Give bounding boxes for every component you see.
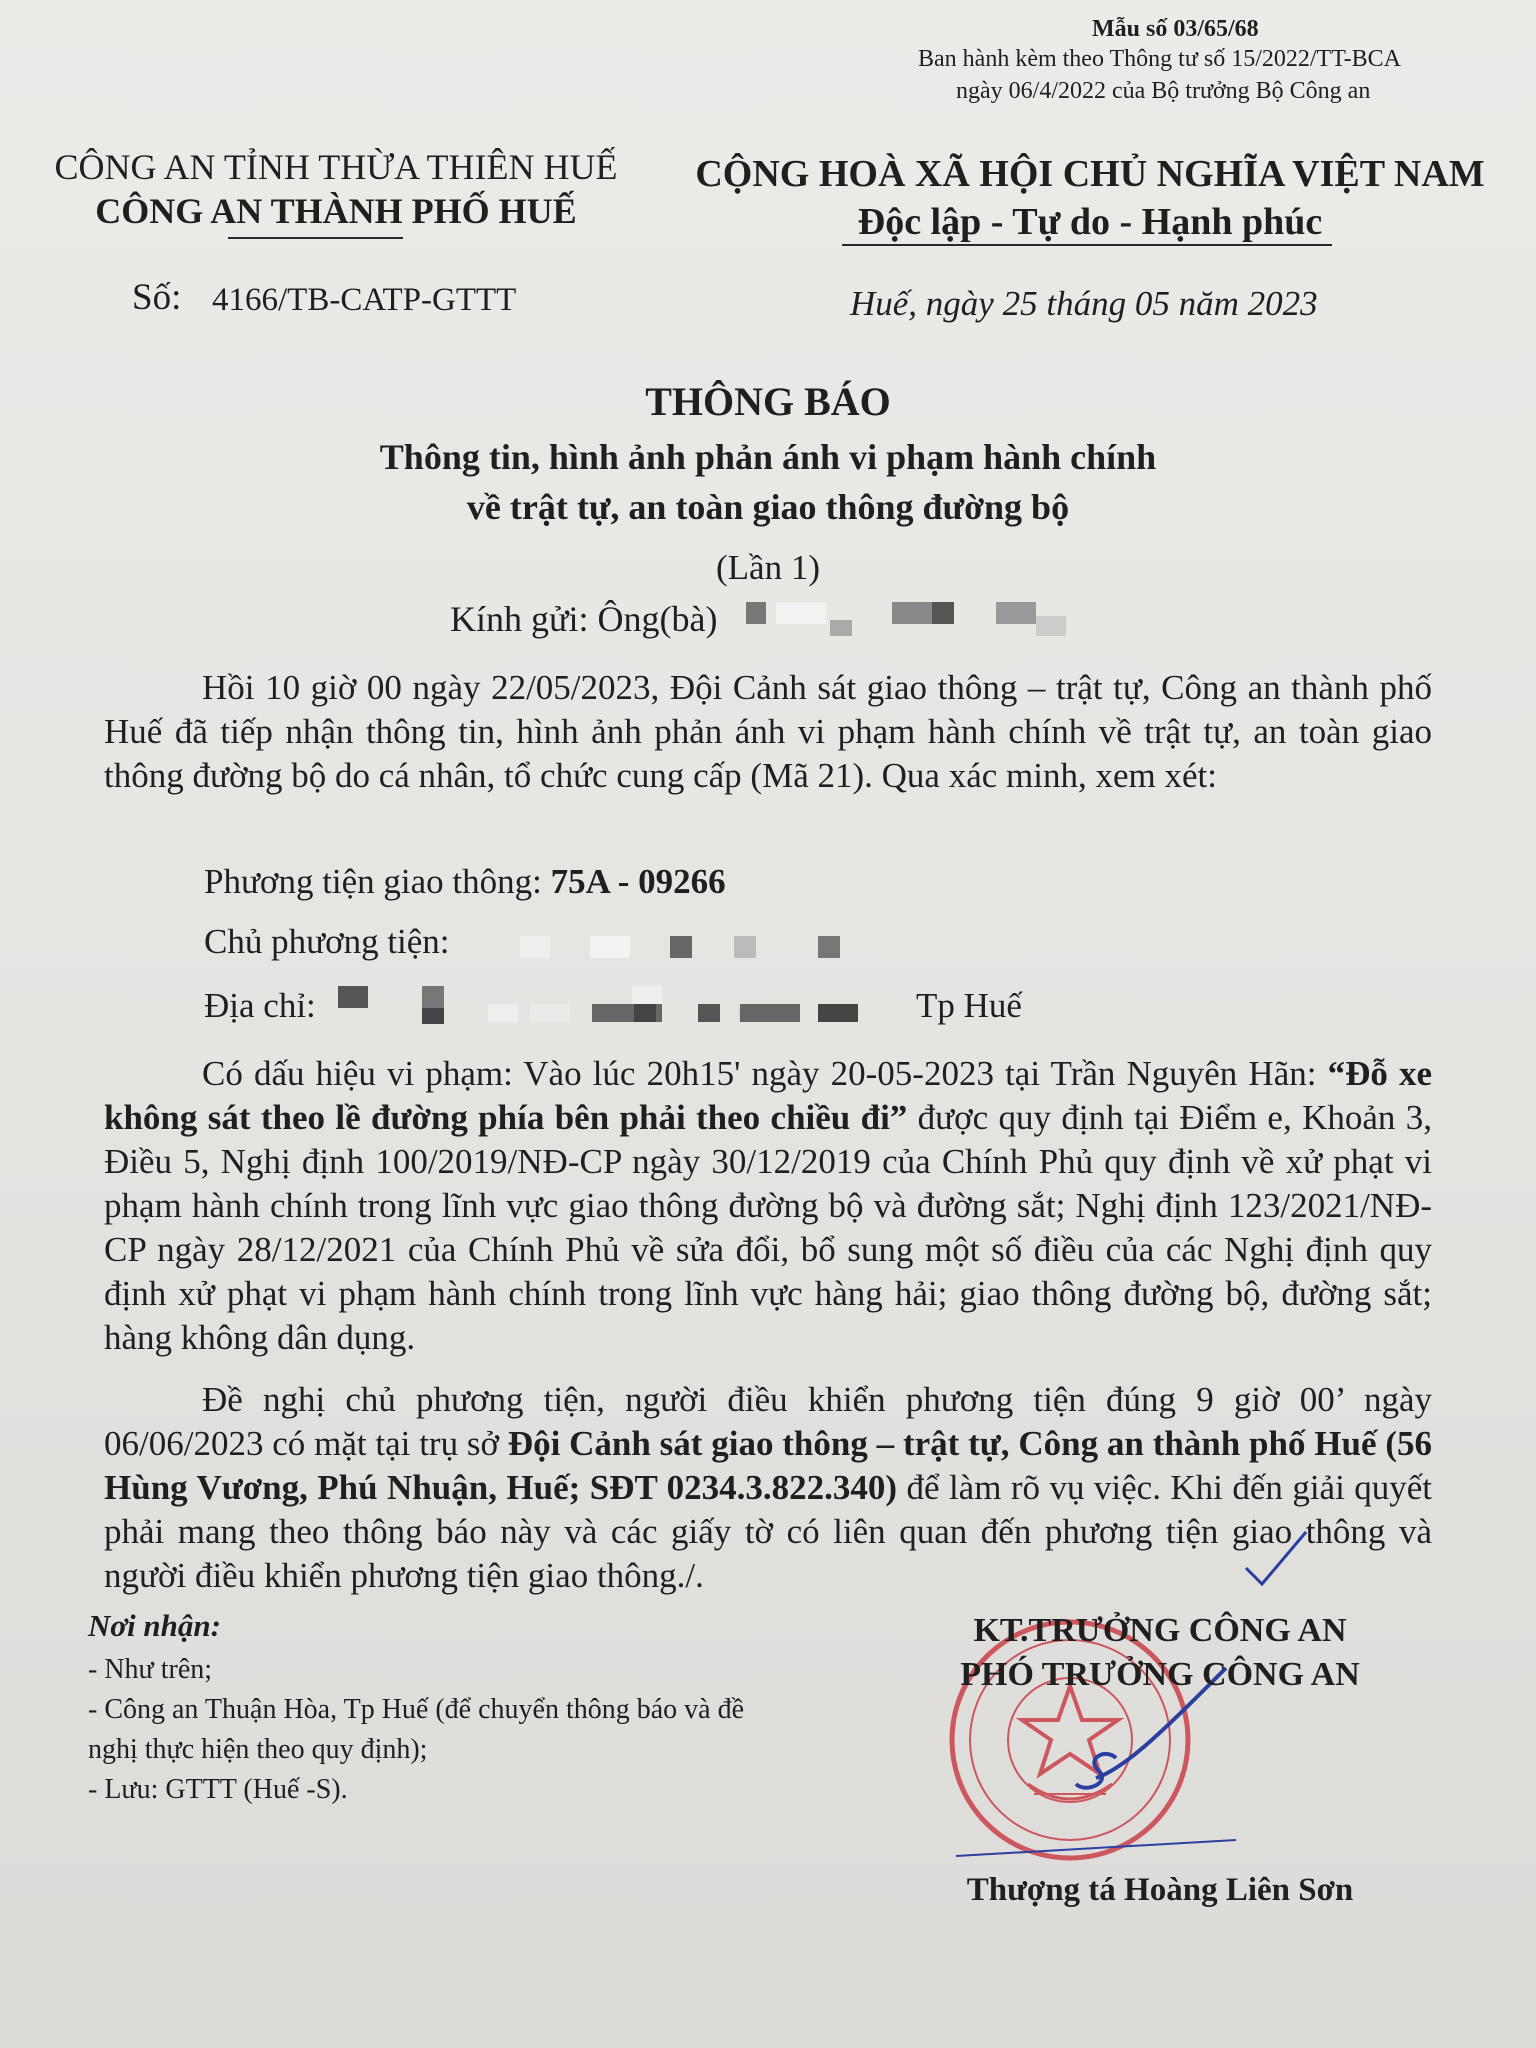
document-subtitle-2: về trật tự, an toàn giao thông đường bộ [466, 487, 1070, 527]
issuing-agency-parent: CÔNG AN TỈNH THỪA THIÊN HUẾ [54, 147, 618, 187]
motto-underline [842, 244, 1332, 246]
address-label: Địa chỉ: [204, 986, 316, 1025]
recipients-list [88, 1650, 788, 1810]
doc-number-value: 4166/TB-CATP-GTTT [212, 282, 517, 318]
violation-paragraph [104, 1052, 1432, 1360]
document-title: THÔNG BÁO [645, 379, 891, 424]
doc-number-label: Số: [132, 277, 182, 318]
violation-legal-basis: được quy định tại Điểm e, Khoản 3, Điều 5, Nghị định 100/2019/NĐ-CP ngày 30/12/2019 của Chính Phủ quy định về xử phạt vi phạm hành chính trong lĩnh vực giao thông đường bộ và đường sắt; Nghị định 123/2021/NĐ-CP ngày 28/12/2021 của Chính Phủ về sửa đổi, bổ sung một số điều của các Nghị định quy định xử phạt vi phạm hành chính trong lĩnh vực hàng hải; giao thông đường bộ, đường sắt; hàng không dân dụng. [104, 1098, 1432, 1357]
intro-text: Hồi 10 giờ 00 ngày 22/05/2023, Đội Cảnh sát giao thông – trật tự, Công an thành phố Huế đã tiếp nhận thông tin, hình ảnh phản ánh vi phạm hành chính về trật tự, an toàn giao thông đường bộ do cá nhân, tổ chức cung cấp (Mã 21). Qua xác minh, xem xét: [104, 668, 1432, 795]
issuing-agency: CÔNG AN THÀNH PHỐ HUẾ [95, 191, 577, 231]
request-paragraph [104, 1378, 1432, 1598]
owner-label: Chủ phương tiện: [204, 922, 450, 961]
request-text-1: Đề nghị chủ phương tiện, người điều khiển phương tiện đúng 9 giờ 00’ ngày 06/06/2023 có mặt tại trụ sở [104, 1380, 1432, 1463]
signer-title-1: KT.TRƯỞNG CÔNG AN [973, 1612, 1347, 1649]
signer-title-2: PHÓ TRƯỞNG CÔNG AN [960, 1656, 1360, 1693]
recipient-item: - Lưu: GTTT (Huế -S). [88, 1774, 348, 1805]
violation-intro: Có dấu hiệu vi phạm: Vào lúc 20h15' ngày 20-05-2023 tại Trần Nguyên Hãn: [202, 1054, 1328, 1093]
form-code-title: Mẫu số 03/65/68 [1092, 16, 1259, 42]
signer-name: Thượng tá Hoàng Liên Sơn [966, 1872, 1354, 1908]
recipient-item: - Công an Thuận Hòa, Tp Huế (để chuyển thông báo và đề nghị thực hiện theo quy định); [88, 1694, 745, 1765]
redacted-addressee [746, 602, 1086, 624]
redacted-owner [520, 936, 880, 958]
request-location: Đội Cảnh sát giao thông – trật tự, Công an thành phố Huế (56 Hùng Vương, Phú Nhuận, Huế; SĐT 0234.3.822.340) [104, 1424, 1432, 1507]
form-code-line3: ngày 06/4/2022 của Bộ trưởng Bộ Công an [956, 78, 1371, 104]
vehicle-label: Phương tiện giao thông: [204, 862, 551, 901]
vehicle-field [204, 862, 726, 902]
violation-quote: “Đỗ xe không sát theo lề đường phía bên phải theo chiều đi” [104, 1054, 1433, 1137]
agency-underline [228, 237, 403, 239]
form-code-line2: Ban hành kèm theo Thông tư số 15/2022/TT-BCA [918, 46, 1401, 72]
address-field [204, 986, 1022, 1026]
checkmark-icon [1240, 1528, 1310, 1588]
national-motto: Độc lập - Tự do - Hạnh phúc [857, 201, 1323, 243]
recipient-item: - Như trên; [88, 1654, 213, 1685]
notice-iteration: (Lần 1) [716, 548, 820, 587]
issue-date: Huế, ngày 25 tháng 05 năm 2023 [850, 284, 1318, 323]
request-text-2: để làm rõ vụ việc. Khi đến giải quyết phải mang theo thông báo này và các giấy tờ có liên quan đến phương tiện giao thông và người điều khiển phương tiện giao thông./. [104, 1468, 1432, 1595]
owner-field [204, 922, 450, 962]
address-city: Tp Huế [916, 986, 1022, 1025]
document-subtitle-1: Thông tin, hình ảnh phản ánh vi phạm hành chính [379, 437, 1157, 477]
vehicle-plate: 75A - 09266 [550, 862, 726, 901]
national-title: CỘNG HOÀ XÃ HỘI CHỦ NGHĨA VIỆT NAM [695, 153, 1485, 195]
intro-paragraph [104, 666, 1432, 798]
redacted-address [338, 986, 888, 1008]
recipients-title: Nơi nhận: [88, 1608, 221, 1643]
addressee-label: Kính gửi: Ông(bà) [450, 599, 718, 639]
